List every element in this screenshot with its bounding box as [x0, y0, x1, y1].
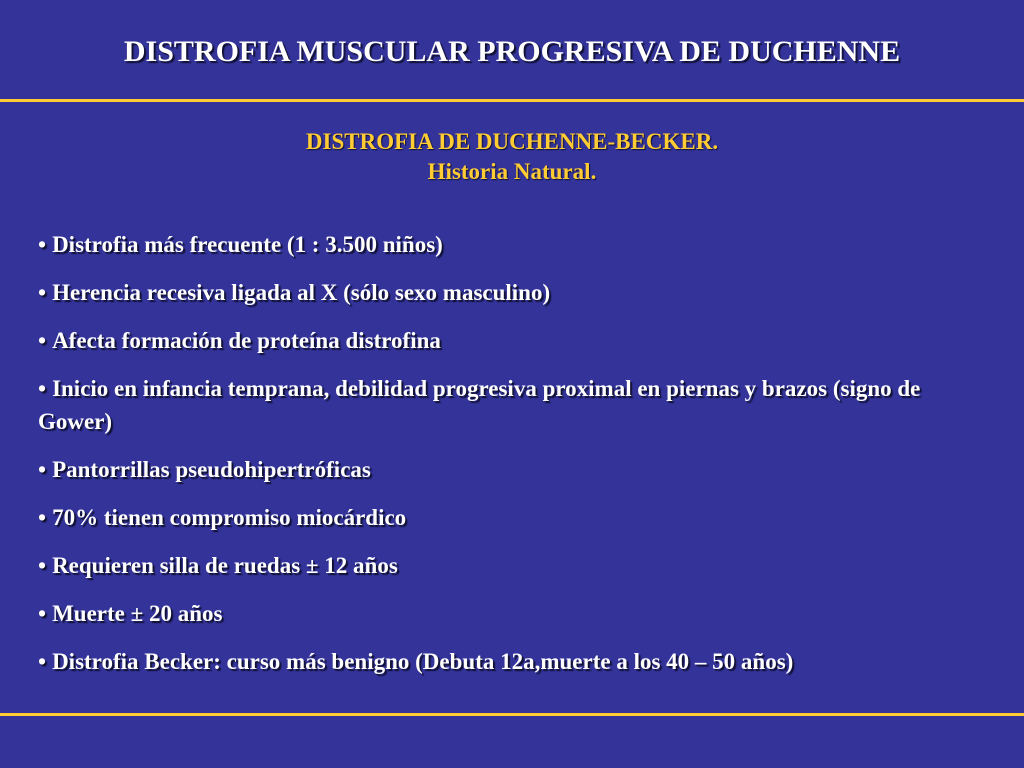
slide-title: DISTROFIA MUSCULAR PROGRESIVA DE DUCHENNE: [123, 35, 901, 68]
bullet-item: [38, 645, 988, 678]
bullet-text: Distrofia más frecuente (1 : 3.500 niños): [52, 232, 443, 257]
bullet-text: Inicio en infancia temprana, debilidad progresiva proximal en piernas y brazos (signo de Gower): [38, 376, 921, 434]
bullet-list: [38, 228, 988, 693]
bullet-dot: •: [38, 280, 47, 305]
title-divider: [0, 99, 1024, 102]
bullet-item: [38, 549, 988, 582]
bullet-item: [38, 228, 988, 261]
bullet-dot: •: [38, 649, 47, 674]
bullet-item: [38, 453, 988, 486]
bullet-item: [38, 324, 988, 357]
bullet-text: Muerte ± 20 años: [52, 601, 223, 626]
section-heading-line-2: Historia Natural.: [427, 159, 597, 184]
bullet-item: [38, 501, 988, 534]
bullet-text: Distrofia Becker: curso más benigno (Debuta 12a,muerte a los 40 – 50 años): [52, 649, 794, 674]
bullet-text: Afecta formación de proteína distrofina: [52, 328, 441, 353]
bullet-dot: •: [38, 328, 47, 353]
bullet-dot: •: [38, 376, 47, 401]
bullet-item: [38, 597, 988, 630]
bullet-dot: •: [38, 553, 47, 578]
section-heading-line-1: DISTROFIA DE DUCHENNE-BECKER.: [305, 129, 719, 154]
bullet-text: 70% tienen compromiso miocárdico: [52, 505, 407, 530]
bullet-dot: •: [38, 505, 47, 530]
bullet-dot: •: [38, 601, 47, 626]
section-heading: [0, 127, 1024, 187]
bullet-item: [38, 276, 988, 309]
bullet-dot: •: [38, 457, 47, 482]
footer-divider: [0, 713, 1024, 716]
bullet-item: [38, 372, 988, 438]
bullet-text: Herencia recesiva ligada al X (sólo sexo masculino): [52, 280, 551, 305]
bullet-text: Requieren silla de ruedas ± 12 años: [52, 553, 398, 578]
bullet-text: Pantorrillas pseudohipertróficas: [52, 457, 371, 482]
bullet-dot: •: [38, 232, 47, 257]
